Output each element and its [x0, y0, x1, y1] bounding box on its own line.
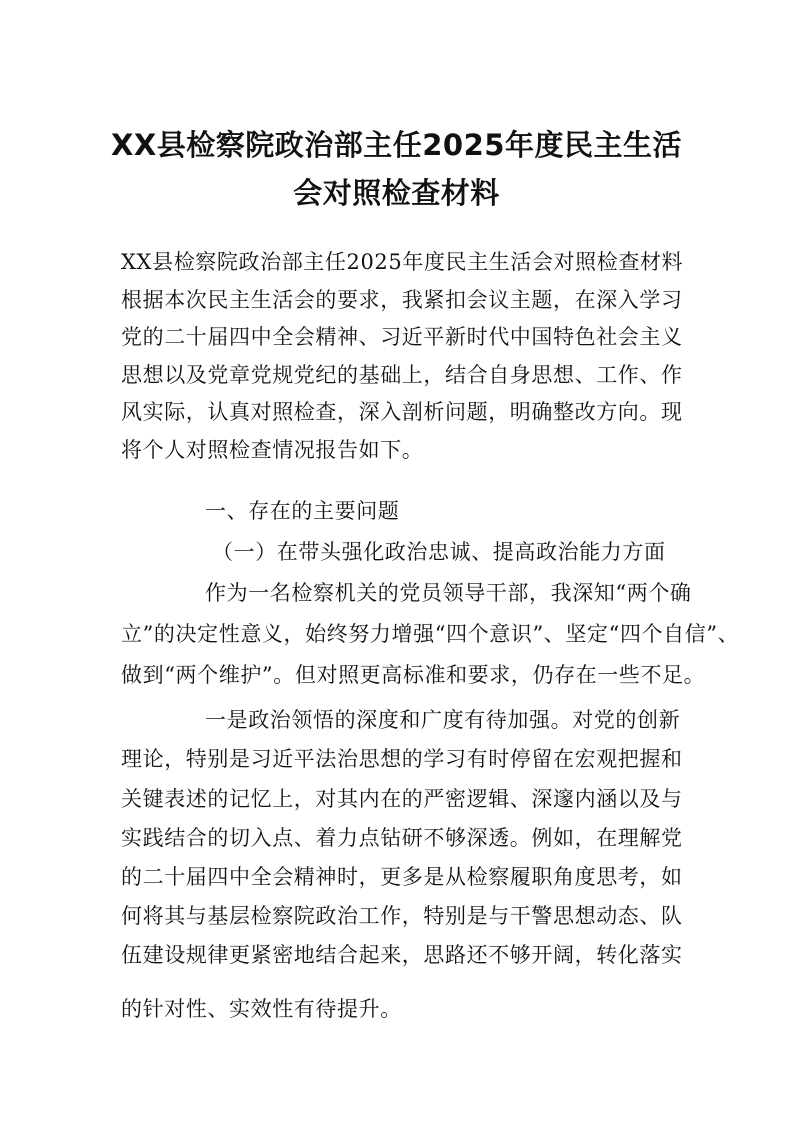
- paragraph-line: 关键表述的记忆上，对其内在的严密逻辑、深邃内涵以及与: [121, 787, 683, 811]
- intro-line: 党的二十届四中全会精神、习近平新时代中国特色社会主义: [121, 325, 683, 349]
- paragraph-line: 一是政治领悟的深度和广度有待加强。对党的创新: [205, 708, 681, 732]
- paragraph-line: 何将其与基层检察院政治工作，特别是与干警思想动态、队: [121, 904, 683, 928]
- paragraph-line: 理论，特别是习近平法治思想的学习有时停留在宏观把握和: [121, 747, 683, 771]
- paragraph-line: 作为一名检察机关的党员领导干部，我深知“两个确: [205, 581, 692, 605]
- paragraph-line: 的针对性、实效性有待提升。: [121, 997, 402, 1021]
- intro-line: 根据本次民主生活会的要求，我紧扣会议主题，在深入学习: [121, 288, 683, 312]
- intro-line: 思想以及党章党规党纪的基础上，结合自身思想、工作、作: [121, 363, 683, 387]
- intro-line: 将个人对照检查情况报告如下。: [121, 438, 424, 462]
- paragraph-line: 的二十届四中全会精神时，更多是从检察履职角度思考，如: [121, 865, 683, 889]
- paragraph-line: 立”的决定性意义，始终努力增强“四个意识”、坚定“四个自信”、: [121, 622, 740, 646]
- document-title-line-2: 会对照检查材料: [293, 176, 500, 210]
- subsection-heading: （一）在带头强化政治忠诚、提高政治能力方面: [212, 540, 666, 564]
- paragraph-line: 伍建设规律更紧密地结合起来，思路还不够开阔，转化落实: [121, 943, 683, 967]
- section-heading: 一、存在的主要问题: [205, 499, 400, 523]
- paragraph-line: 实践结合的切入点、着力点钻研不够深透。例如，在理解党: [121, 826, 683, 850]
- intro-line: XX县检察院政治部主任2025年度民主生活会对照检查材料: [121, 250, 684, 274]
- paragraph-line: 做到“两个维护”。但对照更高标准和要求，仍存在一些不足。: [121, 663, 706, 687]
- document-title-line-1: XX县检察院政治部主任2025年度民主生活: [111, 128, 682, 162]
- intro-line: 风实际，认真对照检查，深入剖析问题，明确整改方向。现: [121, 400, 683, 424]
